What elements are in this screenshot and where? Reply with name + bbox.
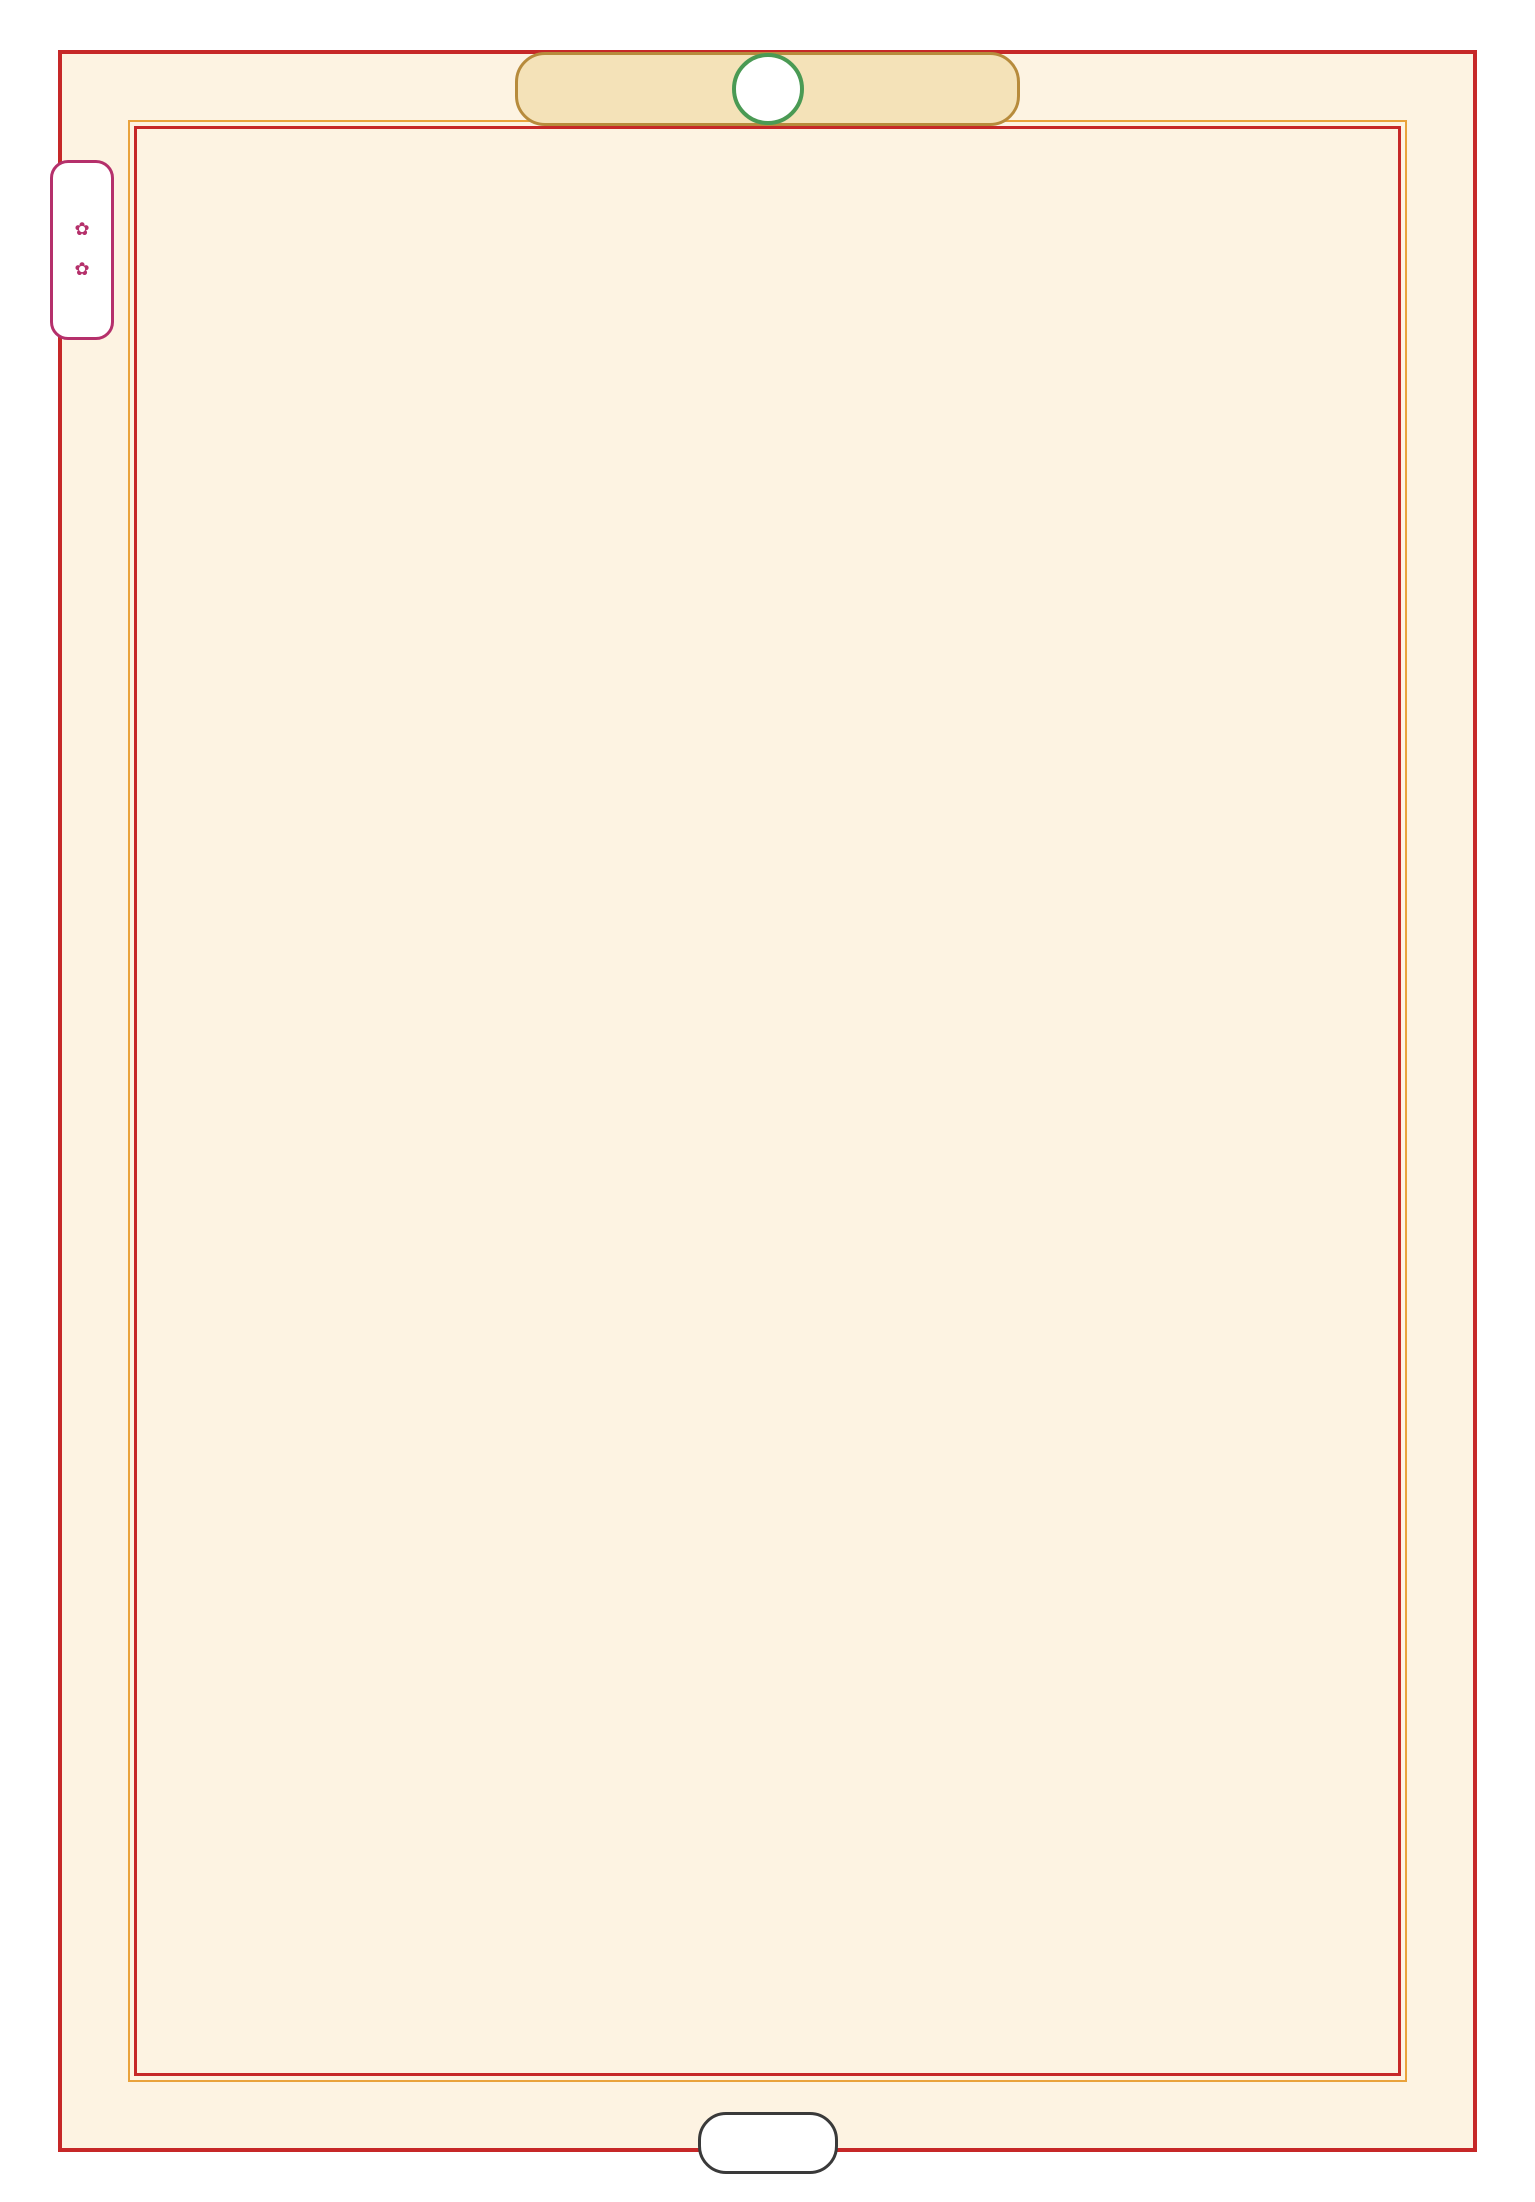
text-panel bbox=[134, 126, 1401, 2076]
page-number bbox=[698, 2112, 838, 2174]
page-header bbox=[515, 52, 1020, 126]
ornament-band-left bbox=[62, 54, 134, 2148]
flower-icon: ✿ bbox=[74, 259, 90, 280]
ornament-band-right bbox=[1401, 54, 1473, 2148]
hizb-marker bbox=[50, 160, 114, 340]
juz-number-badge bbox=[732, 53, 804, 125]
flower-icon: ✿ bbox=[74, 219, 90, 241]
